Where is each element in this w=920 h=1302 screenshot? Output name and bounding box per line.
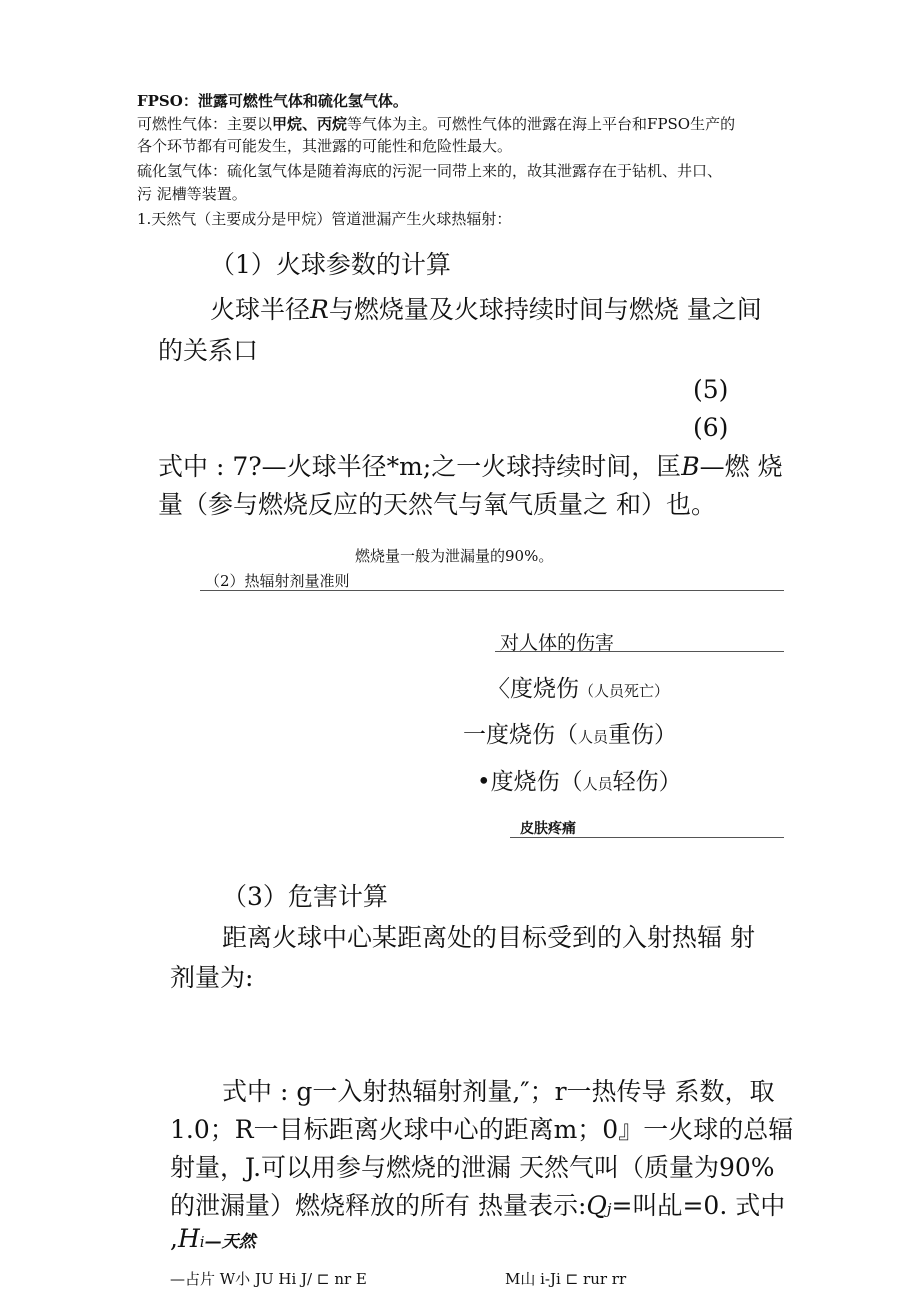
footer-left: —占片 W小 JU Hi J/ ⊏ nr E: [170, 1270, 367, 1288]
flammable-gas-line2: 各个环节都有可能发生，其泄露的可能性和危险性最大。: [137, 137, 513, 155]
flammable-gas-text-a: 可燃性气体：主要以: [137, 115, 273, 133]
heat-variable-subscript: j: [606, 1200, 612, 1218]
pipeline-leak-heading: 1.天然气（主要成分是甲烷）管道泄漏产生火球热辐射：: [137, 210, 512, 228]
injury-row-2-main: 一度烧伤（: [463, 722, 578, 748]
section2-bottom-rule: [510, 837, 784, 838]
section1-line1-a: 火球半径: [210, 295, 311, 324]
header-rule: [495, 651, 784, 652]
section3-line2: 剂量为:: [170, 963, 254, 992]
section3-def-line4: [170, 1186, 785, 1222]
injury-row-2-tail: 重伤）: [608, 722, 678, 748]
enthalpy-variable-subscript: i: [199, 1233, 205, 1251]
injury-row-3-paren: 人员: [582, 775, 613, 793]
flammable-gas-emphasis: 甲烷、丙烷: [272, 115, 348, 133]
injury-row-3: [477, 763, 682, 796]
section3-line1: 距离火球中心某距离处的目标受到的入射热辐 射: [222, 923, 755, 952]
h2s-line1: 硫化氢气体：硫化氢气体是随着海底的污泥一同带上来的，故其泄露存在于钻机、井口、: [137, 162, 723, 180]
section1-definitions-line1: [158, 447, 783, 483]
def4-text-b: =叫乩=0. 式中: [611, 1191, 786, 1220]
footer-right: M山 i-Ji ⊏ rur rr: [505, 1270, 627, 1288]
injury-row-1: [487, 670, 669, 703]
section1-definitions-line2: 量（参与燃烧反应的天然气与氧气质量之 和）也。: [158, 490, 716, 519]
flammable-gas-paragraph: [137, 113, 735, 135]
section1-line1-b: 与燃烧量及火球持续时间与燃烧 量之间: [328, 295, 762, 324]
definition-text-b: —燃 烧: [699, 452, 783, 481]
injury-column-header: 对人体的伤害: [500, 632, 615, 654]
section1-line1: [210, 290, 762, 326]
section3-title: （3）危害计算: [222, 882, 388, 911]
h2s-line2: 污 泥槽等装置。: [137, 185, 247, 203]
section3-def-line1: 式中 : g一入射热辐射剂量,″；r一热传导 系数，取: [222, 1077, 775, 1106]
def4-text-a: 的泄漏量）燃烧释放的所有 热量表示:: [170, 1191, 587, 1220]
injury-row-3-main: •度烧伤（: [477, 769, 583, 795]
injury-row-2: [463, 716, 677, 749]
enthalpy-variable: H: [177, 1224, 200, 1253]
injury-row-3-tail: 轻伤）: [612, 769, 682, 795]
burn-amount-variable: B: [681, 452, 700, 481]
def5-text-b: —天然: [204, 1232, 256, 1252]
definition-text-a: 式中 : 7?—火球半径*m;之一火球持续时间，匡: [158, 452, 682, 481]
section2-top-rule: [200, 590, 784, 591]
section3-def-line3: 射量，J.可以用参与燃烧的泄漏 天然气叫（质量为90%: [170, 1153, 775, 1182]
section1-line2: 的关系口: [158, 336, 259, 365]
flammable-gas-text-c: 等气体为主。可燃性气体的泄露在海上平台和FPSO生产的: [347, 115, 736, 133]
injury-row-4: 皮肤疼痛: [520, 821, 576, 837]
burn-amount-note: 燃烧量一般为泄漏量的90%。: [355, 547, 554, 565]
heat-variable: Q: [586, 1191, 607, 1220]
section1-title: （1）火球参数的计算: [210, 250, 451, 279]
injury-row-1-main: 〈度烧伤: [487, 676, 579, 702]
section3-def-line5: [170, 1224, 256, 1253]
document-heading: FPSO：泄露可燃性气体和硫化氢气体。: [137, 92, 408, 110]
section2-title: （2）热辐射剂量准则: [205, 572, 350, 590]
injury-row-2-paren: 人员: [578, 728, 609, 746]
radius-variable: R: [310, 295, 329, 324]
def5-text-a: ,: [170, 1224, 178, 1253]
equation-number-5: (5): [693, 375, 729, 404]
equation-number-6: (6): [693, 413, 729, 442]
injury-row-1-paren: （人员死亡）: [579, 682, 670, 700]
section3-def-line2: 1.0；R一目标距离火球中心的距离m；0』一火球的总辐: [170, 1115, 794, 1144]
